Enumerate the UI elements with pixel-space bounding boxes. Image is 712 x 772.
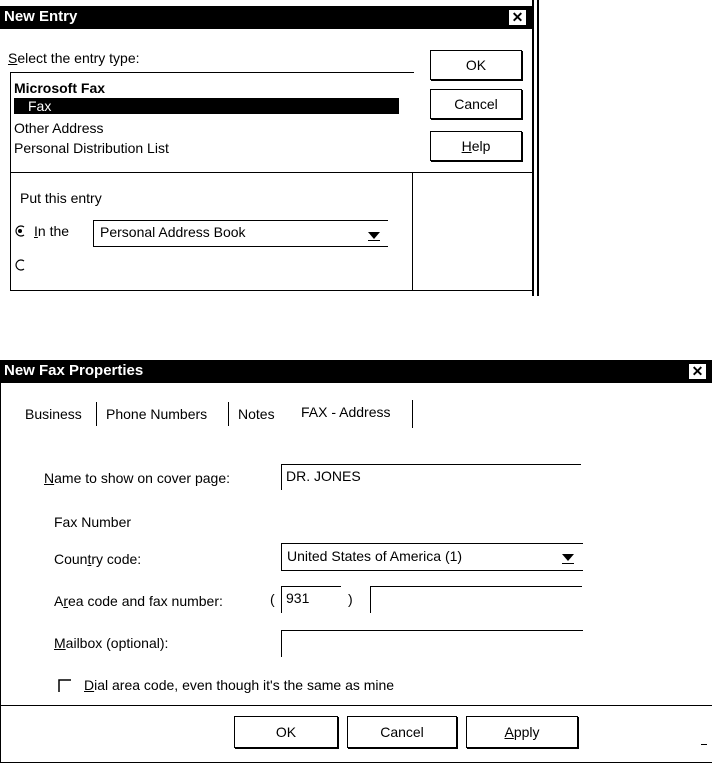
area-code-label: Area code and fax number: bbox=[54, 593, 223, 609]
entry-type-list[interactable] bbox=[10, 72, 414, 173]
checkbox-unchecked-icon bbox=[58, 679, 72, 693]
tab-notes[interactable]: Notes bbox=[238, 406, 275, 422]
dialog-border bbox=[701, 744, 707, 745]
list-item-fax[interactable]: Fax bbox=[14, 98, 399, 114]
dialog-title: New Entry bbox=[4, 8, 78, 25]
fax-properties-dialog bbox=[0, 360, 712, 772]
new-entry-dialog bbox=[0, 0, 540, 296]
country-code-value: United States of America (1) bbox=[287, 548, 463, 564]
arrow-underline bbox=[368, 240, 380, 241]
dropdown-button[interactable] bbox=[558, 547, 578, 567]
dialog-border bbox=[0, 762, 712, 763]
close-button[interactable] bbox=[688, 363, 707, 380]
radio-in-the[interactable]: In the bbox=[12, 223, 92, 243]
close-button[interactable] bbox=[508, 9, 527, 26]
mailbox-label: Mailbox (optional): bbox=[54, 635, 169, 651]
dropdown-button[interactable] bbox=[364, 224, 384, 243]
radio-selected-icon bbox=[14, 225, 26, 237]
divider bbox=[10, 172, 11, 290]
tab-separator bbox=[412, 400, 413, 428]
divider bbox=[0, 705, 712, 706]
divider bbox=[10, 172, 532, 173]
help-button[interactable]: Help bbox=[430, 131, 522, 161]
close-icon: ✕ bbox=[511, 9, 524, 25]
name-label: Name to show on cover page: bbox=[44, 470, 231, 486]
fax-number-input[interactable] bbox=[370, 586, 582, 613]
dialog-border bbox=[537, 0, 539, 296]
radio-unselected-icon[interactable] bbox=[14, 259, 26, 271]
cancel-button[interactable]: Cancel bbox=[347, 716, 457, 748]
paren-close: ) bbox=[348, 591, 353, 607]
divider bbox=[10, 290, 532, 291]
chevron-down-icon bbox=[368, 232, 380, 239]
tab-phone-numbers[interactable]: Phone Numbers bbox=[106, 406, 208, 422]
put-entry-label: Put this entry bbox=[20, 190, 102, 206]
dial-area-code-checkbox[interactable]: Dial area code, even though it's the same as mine bbox=[58, 676, 458, 698]
ok-button[interactable]: OK bbox=[234, 716, 338, 748]
chevron-down-icon bbox=[562, 554, 574, 561]
list-group-header: Microsoft Fax bbox=[14, 80, 106, 96]
tab-business[interactable]: Business bbox=[25, 406, 82, 422]
close-icon: ✕ bbox=[691, 363, 704, 379]
list-item-other-address[interactable]: Other Address bbox=[14, 120, 104, 136]
tab-separator bbox=[228, 402, 229, 426]
arrow-underline bbox=[562, 563, 574, 564]
dialog-border bbox=[532, 0, 534, 296]
title-bar bbox=[0, 6, 532, 29]
ok-button[interactable]: OK bbox=[430, 50, 522, 80]
paren-open: ( bbox=[270, 591, 275, 607]
country-code-label: Country code: bbox=[54, 551, 142, 567]
area-code-input[interactable]: 931 bbox=[281, 586, 341, 613]
cancel-button[interactable]: Cancel bbox=[430, 89, 522, 119]
divider bbox=[412, 172, 413, 290]
tab-fax-address[interactable]: FAX - Address bbox=[301, 404, 391, 420]
name-input[interactable]: DR. JONES bbox=[281, 464, 581, 490]
country-code-dropdown[interactable] bbox=[281, 543, 583, 571]
fax-number-heading: Fax Number bbox=[54, 514, 132, 530]
apply-button[interactable]: Apply bbox=[466, 716, 578, 748]
dialog-border bbox=[0, 383, 1, 763]
tab-separator bbox=[96, 402, 97, 426]
location-dropdown[interactable] bbox=[93, 220, 388, 247]
title-bar bbox=[0, 360, 712, 383]
dialog-title: New Fax Properties bbox=[4, 362, 144, 379]
location-value: Personal Address Book bbox=[100, 224, 246, 240]
list-item-distribution-list[interactable]: Personal Distribution List bbox=[14, 140, 169, 156]
select-entry-type-label: Select the entry type: bbox=[8, 50, 140, 66]
mailbox-input[interactable] bbox=[281, 630, 583, 657]
